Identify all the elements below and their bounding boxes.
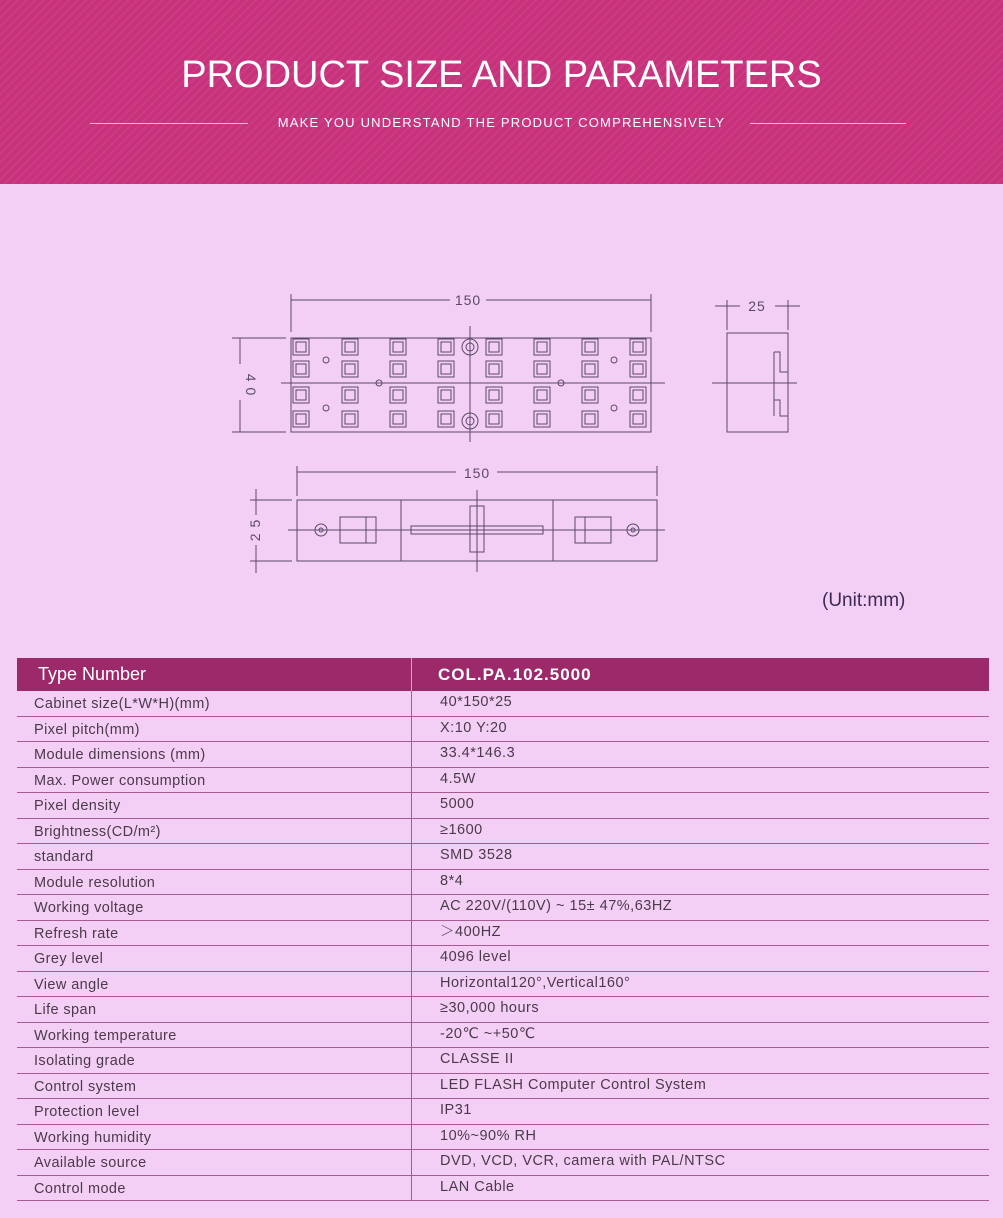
spec-label: Module dimensions (mm) bbox=[17, 742, 412, 767]
bottom-height-label: 2 5 bbox=[247, 518, 263, 542]
led-pixel-inner bbox=[585, 414, 595, 424]
led-pixel-inner bbox=[296, 364, 306, 374]
led-pixel bbox=[630, 387, 646, 403]
table-row bbox=[17, 1048, 989, 1074]
spec-value: SMD 3528 bbox=[440, 847, 513, 863]
table-row bbox=[17, 844, 989, 870]
led-pixel-inner bbox=[296, 390, 306, 400]
spec-header-label: Type Number bbox=[17, 658, 412, 691]
table-row bbox=[17, 1099, 989, 1125]
table-row bbox=[17, 1074, 989, 1100]
led-pixel bbox=[438, 361, 454, 377]
led-pixel bbox=[534, 339, 550, 355]
led-pixel-inner bbox=[633, 414, 643, 424]
led-pixel-inner bbox=[393, 414, 403, 424]
spec-value: ≥30,000 hours bbox=[440, 1000, 540, 1016]
led-pixel bbox=[438, 339, 454, 355]
table-row bbox=[17, 1150, 989, 1176]
led-pixel-inner bbox=[537, 364, 547, 374]
dimension-drawing bbox=[0, 184, 1003, 634]
divider-right bbox=[750, 123, 906, 124]
spec-label: Max. Power consumption bbox=[17, 768, 412, 793]
spec-label: Pixel pitch(mm) bbox=[17, 717, 412, 742]
led-pixel-inner bbox=[345, 342, 355, 352]
table-row bbox=[17, 793, 989, 819]
table-row bbox=[17, 1176, 989, 1202]
led-pixel-inner bbox=[585, 342, 595, 352]
led-pixel bbox=[534, 361, 550, 377]
spec-label: Control system bbox=[17, 1074, 412, 1099]
spec-header-row bbox=[17, 658, 989, 691]
led-pixel-inner bbox=[537, 342, 547, 352]
led-pixel-inner bbox=[345, 390, 355, 400]
led-pixel bbox=[293, 361, 309, 377]
led-pixel bbox=[293, 411, 309, 427]
led-pixel bbox=[630, 361, 646, 377]
table-row bbox=[17, 717, 989, 743]
led-pixel bbox=[342, 387, 358, 403]
table-row bbox=[17, 870, 989, 896]
led-pixel bbox=[390, 339, 406, 355]
spec-value: 4.5W bbox=[440, 770, 476, 787]
led-pixel bbox=[438, 411, 454, 427]
led-pixel bbox=[438, 387, 454, 403]
spec-value: AC 220V/(110V) ~ 15± 47%,63HZ bbox=[440, 898, 673, 914]
table-row bbox=[17, 819, 989, 845]
page-title: PRODUCT SIZE AND PARAMETERS bbox=[181, 54, 822, 96]
table-row bbox=[17, 1125, 989, 1151]
led-pixel-inner bbox=[633, 364, 643, 374]
led-pixel bbox=[342, 339, 358, 355]
spec-value: -20℃ ~+50℃ bbox=[440, 1025, 536, 1042]
top-height-label: 4 0 bbox=[243, 373, 259, 397]
spec-label: Cabinet size(L*W*H)(mm) bbox=[17, 691, 412, 716]
spec-label: Life span bbox=[17, 997, 412, 1022]
led-pixel-inner bbox=[345, 364, 355, 374]
led-pixel bbox=[582, 387, 598, 403]
spec-label: Available source bbox=[17, 1150, 412, 1175]
led-pixel bbox=[486, 411, 502, 427]
spec-value: LAN Cable bbox=[440, 1178, 515, 1195]
table-row bbox=[17, 972, 989, 998]
spec-value: ≥1600 bbox=[440, 821, 483, 838]
led-pixel bbox=[486, 339, 502, 355]
table-row bbox=[17, 895, 989, 921]
spec-label: Pixel density bbox=[17, 793, 412, 818]
spec-value: Horizontal120°,Vertical160° bbox=[440, 974, 631, 991]
led-pixel bbox=[582, 339, 598, 355]
led-pixel-inner bbox=[537, 414, 547, 424]
led-pixel-inner bbox=[345, 414, 355, 424]
spec-value: ＞400HZ bbox=[440, 923, 502, 940]
led-pixel bbox=[293, 387, 309, 403]
led-pixel-inner bbox=[585, 390, 595, 400]
led-pixel bbox=[534, 411, 550, 427]
led-pixel-inner bbox=[489, 364, 499, 374]
led-pixel-inner bbox=[441, 414, 451, 424]
led-pixel-inner bbox=[393, 390, 403, 400]
spec-value: CLASSE II bbox=[440, 1051, 514, 1067]
spec-header-value: COL.PA.102.5000 bbox=[438, 665, 592, 684]
led-pixel-inner bbox=[393, 364, 403, 374]
spec-value: 5000 bbox=[440, 796, 475, 812]
table-row bbox=[17, 768, 989, 794]
spec-label: Working temperature bbox=[17, 1023, 412, 1048]
spec-label: Protection level bbox=[17, 1099, 412, 1124]
header-banner bbox=[0, 0, 1003, 184]
spec-label: Module resolution bbox=[17, 870, 412, 895]
spec-value: 33.4*146.3 bbox=[440, 745, 516, 761]
led-pixel bbox=[293, 339, 309, 355]
spec-value: DVD, VCD, VCR, camera with PAL/NTSC bbox=[440, 1153, 726, 1169]
led-pixel bbox=[630, 339, 646, 355]
led-pixel-inner bbox=[441, 364, 451, 374]
table-row bbox=[17, 1023, 989, 1049]
led-pixel-inner bbox=[393, 342, 403, 352]
table-row bbox=[17, 691, 989, 717]
led-pixel-inner bbox=[296, 414, 306, 424]
spec-value: LED FLASH Computer Control System bbox=[440, 1076, 707, 1093]
spec-value: IP31 bbox=[440, 1102, 472, 1118]
led-pixel-inner bbox=[296, 342, 306, 352]
spec-label: View angle bbox=[17, 972, 412, 997]
spec-value: 10%~90% RH bbox=[440, 1127, 537, 1144]
led-pixel-inner bbox=[441, 342, 451, 352]
table-row bbox=[17, 997, 989, 1023]
spec-value: 40*150*25 bbox=[440, 694, 513, 710]
spec-label: Grey level bbox=[17, 946, 412, 971]
led-pixel bbox=[390, 411, 406, 427]
led-pixel bbox=[342, 411, 358, 427]
table-row bbox=[17, 946, 989, 972]
table-row bbox=[17, 921, 989, 947]
spec-label: Isolating grade bbox=[17, 1048, 412, 1073]
spec-label: Refresh rate bbox=[17, 921, 412, 946]
led-pixel bbox=[630, 411, 646, 427]
spec-label: Working humidity bbox=[17, 1125, 412, 1150]
led-pixel bbox=[534, 387, 550, 403]
side-width-label: 25 bbox=[748, 298, 766, 314]
top-width-label: 150 bbox=[454, 292, 482, 308]
spec-label: Brightness(CD/m²) bbox=[17, 819, 412, 844]
spec-table bbox=[17, 658, 989, 1201]
led-pixel bbox=[486, 387, 502, 403]
spec-value: 8*4 bbox=[440, 872, 464, 889]
page-subtitle: MAKE YOU UNDERSTAND THE PRODUCT COMPREHENSIVELY bbox=[277, 115, 726, 130]
spec-value: X:10 Y:20 bbox=[440, 719, 508, 736]
led-pixel bbox=[486, 361, 502, 377]
led-pixel-inner bbox=[441, 390, 451, 400]
led-pixel bbox=[390, 361, 406, 377]
led-pixel-inner bbox=[633, 342, 643, 352]
led-pixel bbox=[342, 361, 358, 377]
led-pixel bbox=[390, 387, 406, 403]
led-pixel-inner bbox=[489, 390, 499, 400]
led-pixel-inner bbox=[489, 342, 499, 352]
led-pixel bbox=[582, 411, 598, 427]
led-pixel bbox=[582, 361, 598, 377]
unit-label: (Unit:mm) bbox=[822, 590, 906, 611]
spec-label: standard bbox=[17, 844, 412, 869]
led-pixel-inner bbox=[633, 390, 643, 400]
table-row bbox=[17, 742, 989, 768]
spec-label: Working voltage bbox=[17, 895, 412, 920]
spec-value: 4096 level bbox=[440, 949, 512, 965]
led-pixel-inner bbox=[489, 414, 499, 424]
led-pixel-inner bbox=[585, 364, 595, 374]
spec-label: Control mode bbox=[17, 1176, 412, 1201]
led-pixel-inner bbox=[537, 390, 547, 400]
bottom-width-label: 150 bbox=[463, 465, 491, 481]
